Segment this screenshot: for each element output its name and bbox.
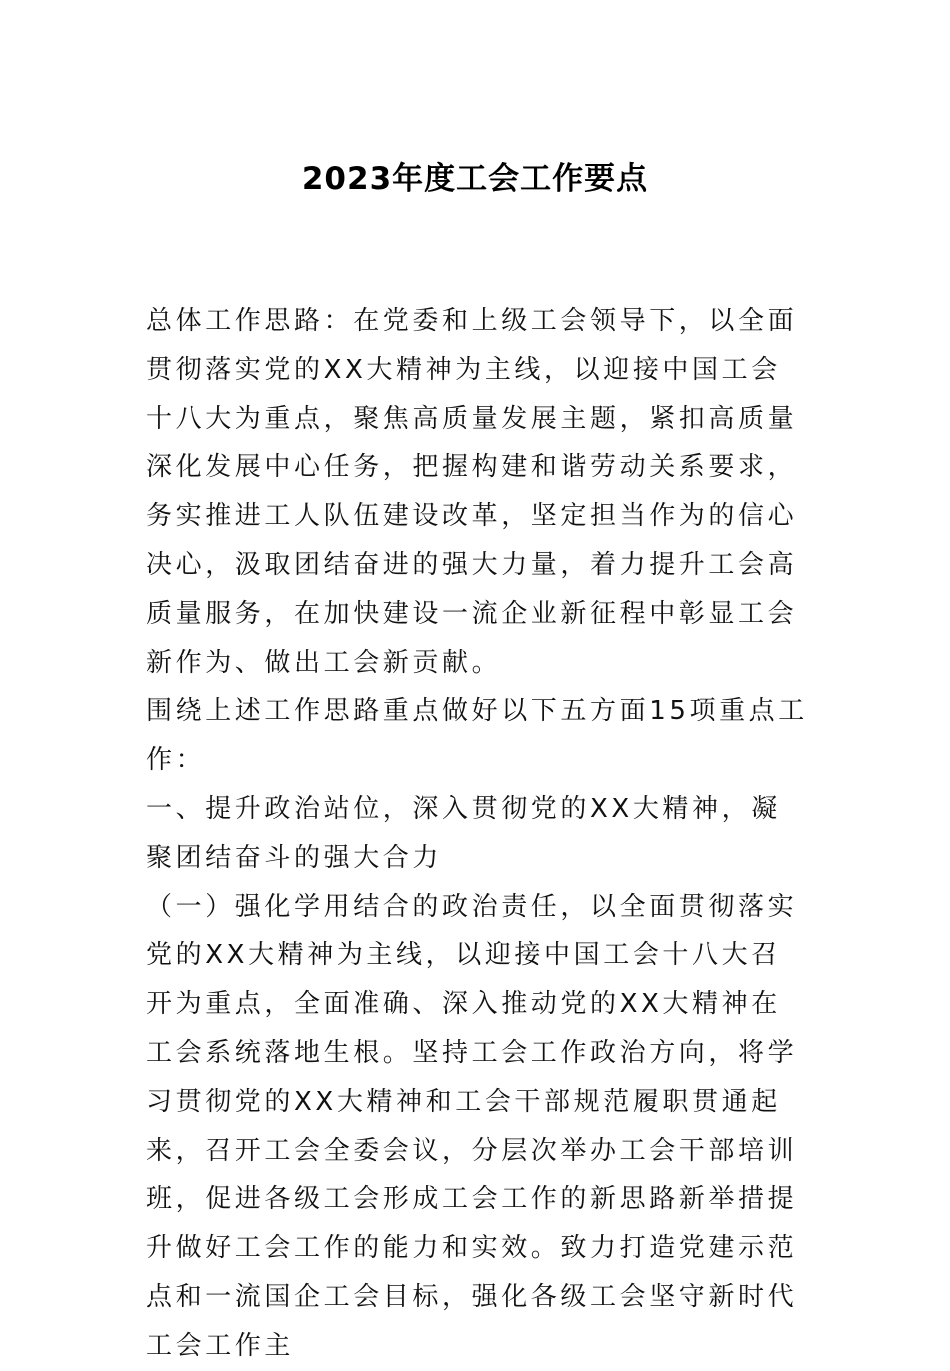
section-heading-1: 一、提升政治站位，深入贯彻党的XX大精神，凝聚团结奋斗的强大合力 [146, 793, 781, 873]
document-title: 2023年度工会工作要点 [301, 161, 649, 197]
document-body [146, 297, 810, 1371]
paragraph-key-tasks-intro: 围绕上述工作思路重点做好以下五方面15项重点工作： [146, 696, 808, 776]
paragraph-item-1: （一）强化学用结合的政治责任，以全面贯彻落实党的XX大精神为主线，以迎接中国工会十八大召开为重点，全面准确、深入推动党的XX大精神在工会系统落地生根。坚持工会工作政治方向，将学习贯彻党的XX大精神和工会干部规范履职贯通起来，召开工会全委会议，分层次举办工会干部培训班，促进各级工会形成工会工作的新思路新举措提升做好工会工作的能力和实效。致力打造党建示范点和一流国企工会目标，强化各级工会坚守新时代工会工作主 [146, 891, 798, 1361]
paragraph-overall-approach: 总体工作思路：在党委和上级工会领导下，以全面贯彻落实党的XX大精神为主线，以迎接中国工会十八大为重点，聚焦高质量发展主题，紧扣高质量深化发展中心任务，把握构建和谐劳动关系要求，务实推进工人队伍建设改革，坚定担当作为的信心决心，汲取团结奋进的强大力量，着力提升工会高质量服务，在加快建设一流企业新征程中彰显工会新作为、做出工会新贡献。 [146, 306, 798, 678]
